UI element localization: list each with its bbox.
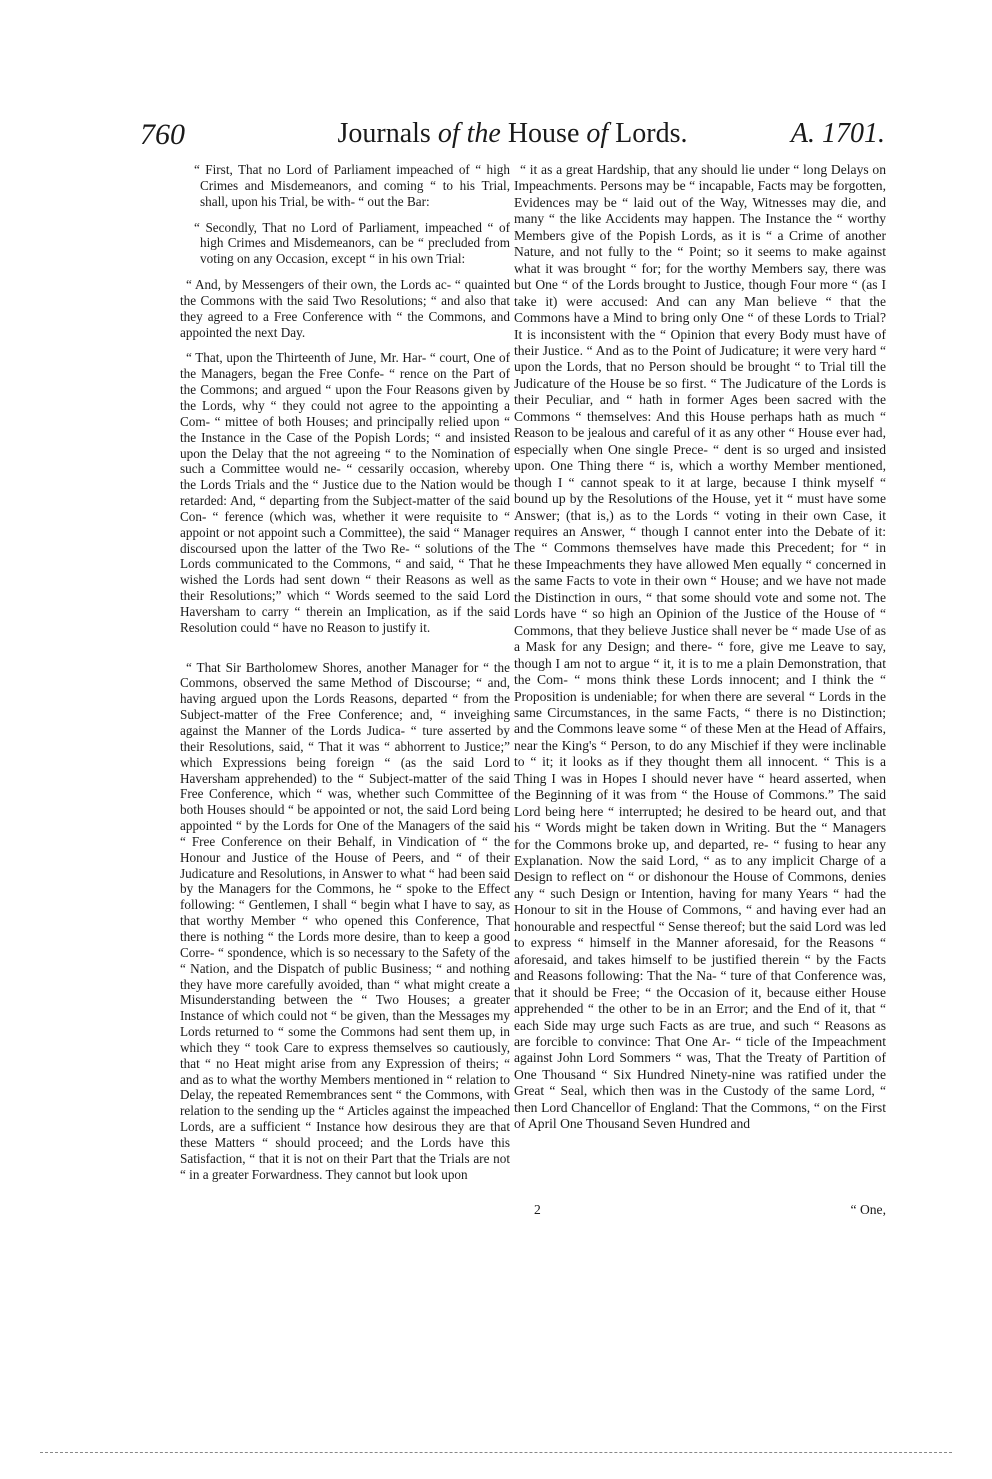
paragraph: “ Secondly, That no Lord of Parliament, impeached “ of high Crimes and Misdemeanors, can be “ precluded from voting on any Occasion, except “ in his own Trial:	[194, 219, 510, 267]
running-title	[140, 118, 885, 150]
paragraph: “ That Sir Bartholomew Shores, another Manager for “ the Commons, observed the same Method of Discourse; “ and, having argued upon the Lords Reasons, departed “ from the Subject-matter of the Free Conference; and, “ inveighing against the Manner of the Lords Judica- “ ture asserted by their Resolutions, said, “ That it was “ abhorrent to Justice;” which Expressions being foreign “ (as the said Lord Haversham apprehended) to the “ Subject-matter of the said Free Conference, which “ was, whether such Committee of both Houses should “ be appointed or not, the said Lord being appointed “ by the Lords for One of the Managers of the said “ Free Conference on their Behalf, in Vindication of “ the Honour and Justice of the House of Peers, and “ of their Judicature and Resolutions, in Answer to what “ had been said by the Managers for the Commons, he “ spoke to the Effect following: “ Gentlemen, I shall “ begin what I have to say, as that worthy Member “ who opened this Conference, That there is nothing “ the Lords more desire, than to keep a good Corre- “ spondence, which is so necessary to the Safety of the “ Nation, and the Dispatch of public Business; “ and nothing they have more carefully avoided, than “ what might create a Misunderstanding between the “ Two Houses; a greater Instance of which could not “ be given, than the Messages my Lords returned to “ some the Commons had sent them up, in which they “ took Care to express themselves so cautiously, that “ no Heat might arise from any Expression of theirs; “ and as to what the worthy Members mentioned in “ relation to Delay, the repeated Remembrances sent “ the Commons, with relation to the sending up the “ Articles against the impeached Lords, are a sufficient “ Instance how desirous they are that these Matters “ should proceed; and the Lords have this Satisfaction, “ that it is not on their Part that the Trials are not “ in a greater Forwardness. They cannot but look upon	[180, 659, 510, 1182]
year-label: A. 1701.	[790, 118, 885, 149]
title-house: House	[507, 118, 580, 149]
right-column	[514, 162, 886, 1143]
title-journals: Journals	[337, 118, 431, 149]
page-footer	[514, 1202, 886, 1220]
signature-mark: 2	[534, 1202, 541, 1217]
catchword: “ One,	[850, 1202, 886, 1217]
title-of-the: of the	[437, 118, 501, 149]
paragraph: “ First, That no Lord of Parliament impeached of “ high Crimes and Misdemeanors, and coming “ to his Trial, shall, upon his Trial, be with- “ out the Bar:	[194, 162, 510, 209]
title-of: of	[586, 118, 609, 149]
paragraph: “ And, by Messengers of their own, the Lords ac- “ quainted the Commons with the said Two Resolutions; “ and also that they agreed to a Free Conference with “ the Commons, and appointed the next Day.	[180, 277, 510, 340]
title-lords: Lords.	[615, 118, 688, 149]
page-header	[140, 118, 885, 158]
paragraph: “ That, upon the Thirteenth of June, Mr. Har- “ court, One of the Managers, began the Free Confe- “ rence on the Part of the Commons; and argued “ upon the Four Reasons given by the Lords, why “ they could not agree to the appointing a Com- “ mittee of both Houses; and principally relied upon “ the Instance in the Case of the Popish Lords; “ and insisted upon the Delay that the not agreeing “ to the Nomination of such a Committee would ne- “ cessarily occasion, whereby the Lords Trials and the “ Justice due to the Nation would be retarded: And, “ departing from the Subject-matter of the said Con- “ ference (which was, whether it were requisite to “ appoint or not appoint such a Committee), the said “ Manager discoursed upon the latter of the Two Re- “ solutions of the Lords communicated to the Commons, “ and said, “ That he wished the Lords had sent down “ their Reasons as well as their Resolutions;” which “ Words seemed to the said Lord Haversham to carry “ therein an Implication, as if the said Resolution could “ have no Reason to justify it.	[180, 350, 510, 635]
paragraph: “ it as a great Hardship, that any should lie under “ long Delays on Impeachments. Persons may be “ incapable, Facts may be forgotten, Evidences may be “ laid out of the Way, Witnesses may die, and many “ the like Accidents may happen. The Instance the “ worthy Members give of the Popish Lords, as it is “ a Crime of another Nature, and not fully to the “ Point; so it seems to make against what it was brought “ for; for the worthy Members say, there was but One “ of the Lords brought to Justice, though Four more “ (as I take it) were accused: And can any Man believe “ that the Commons have a Mind to bring only One “ of these Lords to Trial? It is inconsistent with the “ Opinion that every Body must have of their Justice. “ And as to the Point of Judicature; it were very hard “ upon the Lords, that no Person should be brought “ to Trial till the Judicature of the House be so first. “ The Judicature of the Lords is their Peculiar, and “ hath in former Ages been sacred with the Commons “ themselves: And this House perhaps hath as much “ Reason to be jealous and careful of it as any other “ House ever had, especially when One single Prece- “ dent is so urged and insisted upon. One Thing there “ is, which a worthy Member mentioned, though I “ cannot speak to it at large, because I think myself “ bound up by the Resolutions of the House, yet it “ must have some Answer; (that is,) as to the Lords “ voting in their own Case, it requires an Answer, “ though I cannot enter into the Debate of it: The “ Commons themselves have made this Precedent; for “ in these Impeachments they have allowed Men equally “ concerned in the same Facts to vote in their own “ House; and we have not made the Distinction in ours, “ that some should vote and some not. The Lords have “ so high an Opinion of the Justice of the House of “ Commons, that they believe Justice shall never be “ made Use of as a Mask for any Design; and there- “ fore, give me Leave to say, though I am not to argue “ it, it is to me a plain Demonstration, that the Com- “ mons think these Lords innocent; and I think the “ Proposition is undeniable; for when there are several “ Lords in the same Circumstances, in the same Facts, “ there is no Distinction; and the Commons leave some “ of these Men at the Head of Affairs, near the King's “ Person, to do any Mischief if they were inclinable to “ it; it looks as if they thought them all innocent. “ This is a Thing I was in Hopes I should never have “ heard asserted, when the Beginning of it was from “ the House of Commons.” The said Lord being here “ interrupted; he desired to be heard out, and that his “ Words might be taken down in Writing. But the “ Managers for the Commons broke up, and departed, re- “ fusing to hear any Explanation. Now the said Lord, “ as to any implicit Charge of a Design to reflect on “ or dishonour the House of Commons, denies any “ such Design or Intention, having for many Years “ had the Honour to sit in the House of Commons, “ and having ever had an honourable and respectful “ Sense thereof; but the said Lord was led to express “ himself in the Manner aforesaid, for the Reasons “ aforesaid, and takes himself to be justified therein “ by the Facts and Reasons following: That the Na- “ ture of that Conference was, that it should be Free; “ the Occasion of it, because either House apprehended “ the other to be in an Error; and the End of it, that “ each Side may urge such Facts as are true, and such “ Reasons as are forcible to convince: That One Ar- “ ticle of the Impeachment against John Lord Sommers “ was, That the Treaty of Partition of One Thousand “ Six Hundred Ninety-nine was ratified under the Great “ Seal, which then was in the Custody of the same Lord, “ then Lord Chancellor of England: That the Commons, “ on the First of April One Thousand Seven Hundred and	[514, 162, 886, 1132]
left-column	[180, 162, 510, 1192]
bottom-rule	[40, 1452, 952, 1453]
page-number: 760	[140, 118, 185, 151]
